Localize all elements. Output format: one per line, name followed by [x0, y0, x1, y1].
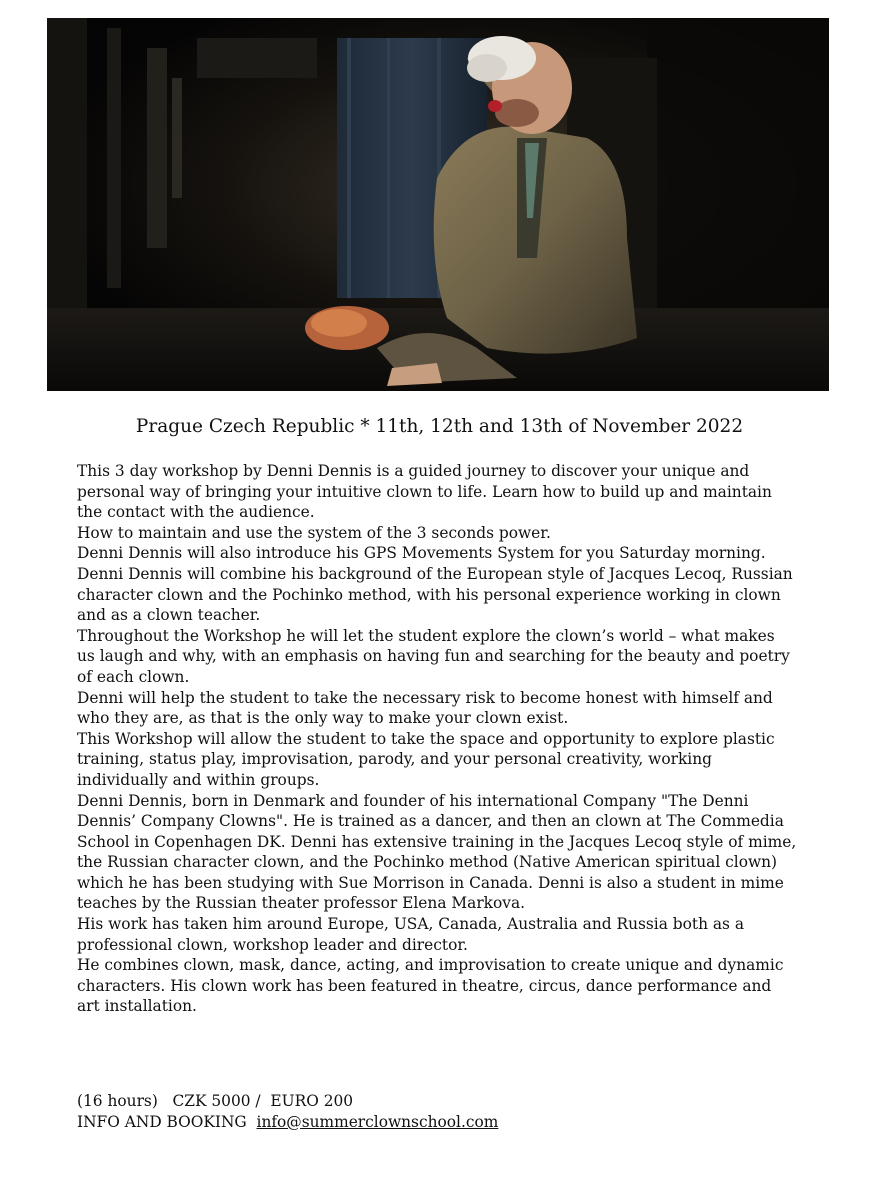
paragraph-gps-system: Denni Dennis will also introduce his GPS Movements System for you Saturday morning.: [77, 544, 766, 563]
paragraph-biography: Denni Dennis, born in Denmark and founder of his international Company "The Denni Dennis’ Company Clowns". He is trained as a dancer, and then an clown at The Commedia School in Copenhagen DK. Denni has extensive training in the Jacques Lecoq style of mime, the Russian character clown, and the Pochinko method (Native American spiritual clown) which he has been studying with Sue Morrison in Canada. Denni is also a student in mime teaches by the Russian theater professor Elena Markova.: [77, 791, 797, 913]
paragraph-background: Denni Dennis will combine his background of the European style of Jacques Lecoq, Russian character clown and the Pochinko method, with his personal experience working in clown and as a clown teacher.: [77, 564, 793, 625]
paragraph-3-seconds: How to maintain and use the system of the 3 seconds power.: [77, 523, 551, 542]
workshop-description: [77, 461, 797, 1017]
paragraph-combines: He combines clown, mask, dance, acting, and improvisation to create unique and dynamic characters. His clown work has been featured in theatre, circus, dance performance and art installation.: [77, 956, 784, 1016]
pricing-line: (16 hours) CZK 5000 / EURO 200: [77, 1092, 354, 1110]
paragraph-intro: This 3 day workshop by Denni Dennis is a guided journey to discover your unique and personal way of bringing your intuitive clown to life. Learn how to build up and maintain the contact with the audience.: [77, 462, 772, 522]
booking-label: INFO AND BOOKING: [77, 1112, 257, 1131]
paragraph-travels: His work has taken him around Europe, USA, Canada, Australia and Russia both as a professional clown, workshop leader and director.: [77, 915, 745, 954]
paragraph-risk: Denni will help the student to take the necessary risk to become honest with himself and who they are, as that is the only way to make your clown exist.: [77, 688, 773, 728]
booking-email-link[interactable]: info@summerclownschool.com: [256, 1112, 499, 1131]
booking-footer: [77, 1091, 797, 1132]
photo-illustration: [47, 18, 829, 391]
event-headline: Prague Czech Republic * 11th, 12th and 13th of November 2022: [135, 416, 744, 437]
paragraph-opportunity: This Workshop will allow the student to take the space and opportunity to explore plastic training, status play, improvisation, parody, and your personal creativity, working individually and within groups.: [77, 729, 775, 789]
paragraph-clown-world: Throughout the Workshop he will let the student explore the clown’s world – what makes us laugh and why, with an emphasis on having fun and searching for the beauty and poetry of each clown.: [77, 626, 790, 686]
booking-line: [77, 1112, 797, 1133]
clown-performer-photo: [47, 18, 829, 391]
